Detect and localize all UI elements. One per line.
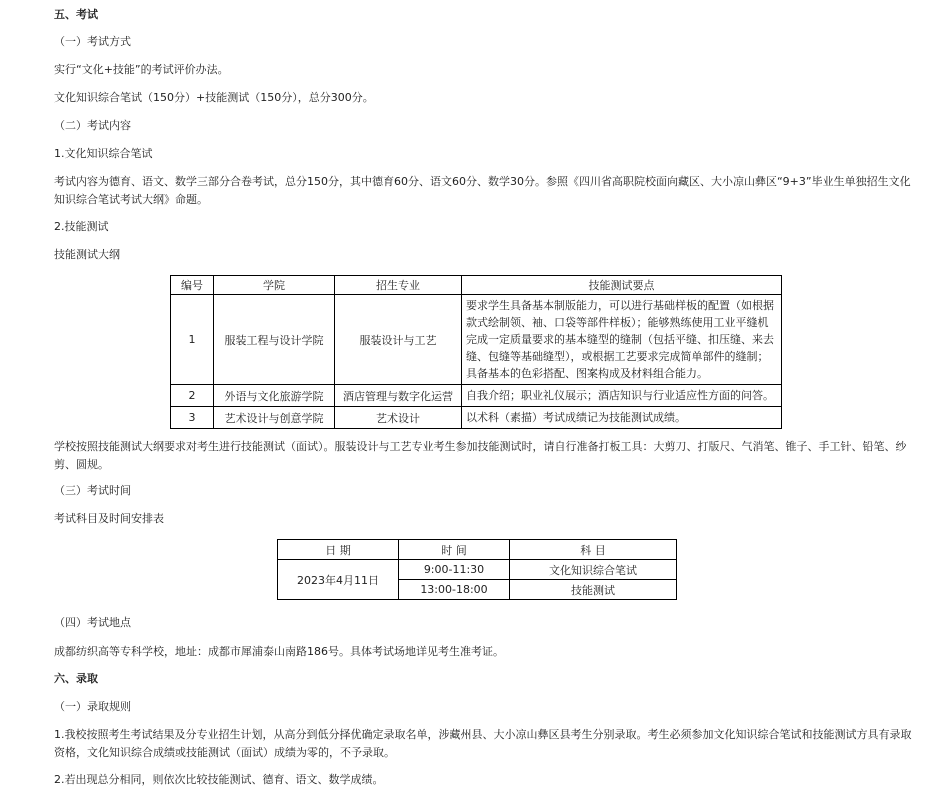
row-college: 艺术设计与创意学院 [214,407,335,429]
paragraph-method-1: 实行“文化+技能”的考试评价办法。 [54,63,229,76]
subsection-exam-method: （一）考试方式 [54,35,131,48]
row-requirements: 要求学生具备基本制版能力，可以进行基础样板的配置（如根据款式绘制领、袖、口袋等部件样板）；能够熟练使用工业平缝机完成一定质量要求的基本缝型的缝制（包括平缝、扣压缝、来去缝、包缝等基础缝型），或根据工艺要求完成简单部件的缝制；具备基本的色彩搭配、图案构成及材料组合能力。 [462,295,782,385]
table-header-cell: 招生专业 [335,276,462,295]
paragraph-skill-note: 学校按照技能测试大纲要求对考生进行技能测试（面试）。服装设计与工艺专业考生参加技能测试时，请自行准备打板工具：大剪刀、打版尺、气消笔、锥子、手工针、铅笔、纱剪、圆规。 [54,440,907,471]
table-header-cell: 编号 [171,276,214,295]
table-row [171,385,782,407]
row-major: 酒店管理与数字化运营 [335,385,462,407]
item-culture-title: 1.文化知识综合笔试 [54,147,153,160]
row-major: 服装设计与工艺 [335,295,462,385]
exam-time: 9:00-11:30 [399,560,510,580]
row-number: 2 [171,385,214,407]
exam-schedule-table [277,539,677,600]
table-header-cell: 日 期 [278,540,399,560]
subsection-admission-rules: （一）录取规则 [54,700,131,713]
paragraph-rule-1: 1.我校按照考生考试结果及分专业招生计划，从高分到低分择优确定录取名单，涉藏州县、大小凉山彝区县考生分别录取。考生必须参加文化知识综合笔试和技能测试方具有录取资格，文化知识综合成绩或技能测试（面试）成绩为零的，不予录取。 [54,728,912,759]
row-number: 1 [171,295,214,385]
table-row [278,560,677,580]
row-requirements: 自我介绍；职业礼仪展示；酒店知识与行业适应性方面的问答。 [462,385,782,407]
row-number: 3 [171,407,214,429]
table-header-cell: 学院 [214,276,335,295]
skill-test-table [170,275,782,429]
subsection-exam-location: （四）考试地点 [54,616,131,629]
exam-subject: 文化知识综合笔试 [510,560,677,580]
table-header-row [278,540,677,560]
skill-outline-caption: 技能测试大纲 [54,248,120,261]
row-college: 外语与文化旅游学院 [214,385,335,407]
paragraph-culture-exam: 考试内容为德育、语文、数学三部分合卷考试，总分150分，其中德育60分、语文60分、数学30分。参照《四川省高职院校面向藏区、大小凉山彝区“9+3”毕业生单独招生文化知识综合笔试考试大纲》命题。 [54,175,911,206]
subsection-exam-time: （三）考试时间 [54,484,131,497]
row-major: 艺术设计 [335,407,462,429]
table-row [171,407,782,429]
section-5-title: 五、考试 [54,8,98,21]
row-college: 服装工程与设计学院 [214,295,335,385]
subsection-exam-content: （二）考试内容 [54,119,131,132]
paragraph-method-2: 文化知识综合笔试（150分）+技能测试（150分），总分300分。 [54,91,374,104]
time-table-caption: 考试科目及时间安排表 [54,512,164,525]
paragraph-location: 成都纺织高等专科学校，地址：成都市犀浦泰山南路186号。具体考试场地详见考生准考证。 [54,645,504,658]
table-header-cell: 技能测试要点 [462,276,782,295]
exam-time: 13:00-18:00 [399,580,510,600]
paragraph-rule-2: 2.若出现总分相同，则依次比较技能测试、德育、语文、数学成绩。 [54,773,384,786]
item-skill-title: 2.技能测试 [54,220,109,233]
section-6-title: 六、录取 [54,672,98,685]
table-header-cell: 时 间 [399,540,510,560]
exam-subject: 技能测试 [510,580,677,600]
table-header-row [171,276,782,295]
table-row [171,295,782,385]
row-requirements: 以术科（素描）考试成绩记为技能测试成绩。 [462,407,782,429]
table-header-cell: 科 目 [510,540,677,560]
exam-date: 2023年4月11日 [278,560,399,600]
